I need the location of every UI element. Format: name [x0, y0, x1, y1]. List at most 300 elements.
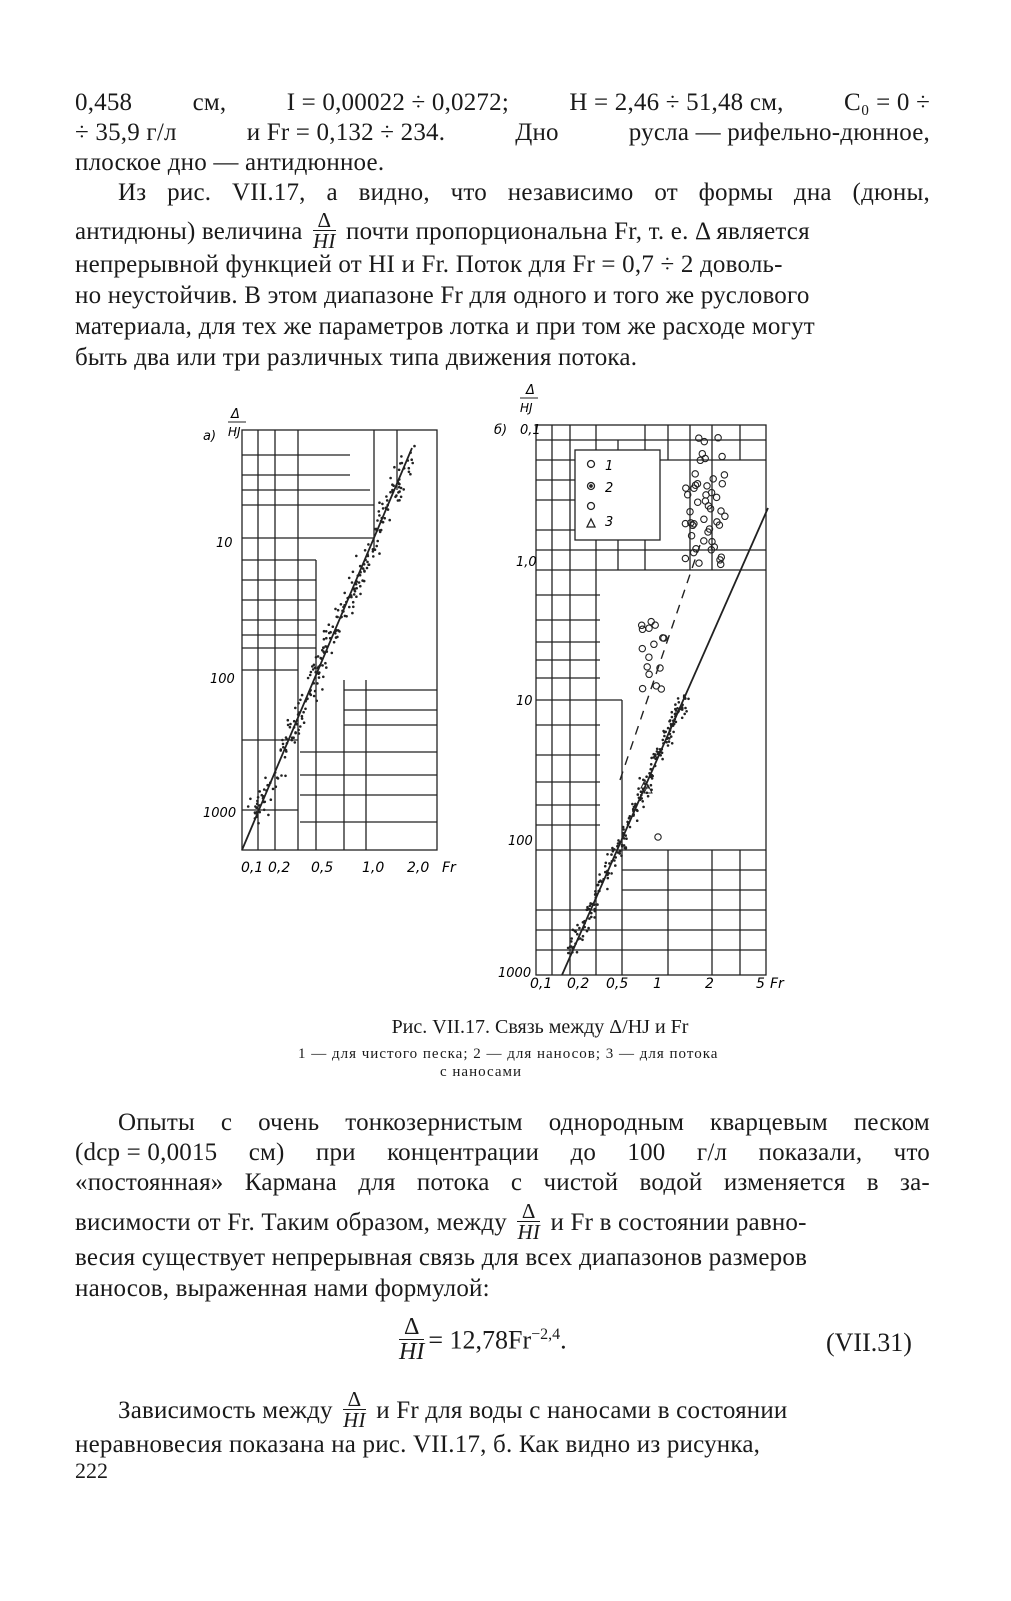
- chart-a-point: [353, 587, 356, 590]
- chart-b-point: [598, 873, 601, 876]
- chart-b-xtick: 0,1: [530, 976, 553, 992]
- chart-b-point: [672, 731, 675, 734]
- chart-b-point: [665, 741, 668, 744]
- chart-a-point: [366, 561, 369, 564]
- chart-b-point: [641, 800, 644, 803]
- chart-a-point: [282, 743, 285, 746]
- text: изменяется: [723, 1169, 846, 1196]
- chart-a-point: [294, 741, 297, 744]
- chart-b-open-point: [699, 451, 705, 457]
- para2-line5: материала, для тех же параметров лотка и при том же расходе могут: [75, 313, 815, 340]
- chart-b-legend-2: 2: [605, 481, 614, 496]
- chart-b-point: [587, 927, 590, 930]
- text: чистой: [543, 1169, 619, 1196]
- chart-b-point: [667, 727, 670, 730]
- chart-a-point: [342, 606, 345, 609]
- chart-b-point: [671, 711, 674, 714]
- chart-b-point: [600, 880, 603, 883]
- chart-a-point: [359, 593, 362, 596]
- chart-b-point: [670, 735, 673, 738]
- chart-a-xtick: 0,1: [241, 860, 264, 876]
- chart-a-point: [293, 720, 296, 723]
- chart-a-point: [389, 477, 392, 480]
- chart-a-point: [409, 451, 412, 454]
- text: потока: [416, 1169, 490, 1196]
- chart-b-point: [651, 768, 654, 771]
- chart-b-open-point: [655, 834, 661, 840]
- para4-line1: [118, 1387, 930, 1433]
- chart-b-point: [620, 855, 623, 858]
- chart-a-point: [326, 650, 329, 653]
- chart-a-point: [408, 471, 411, 474]
- chart-a-point: [378, 552, 381, 555]
- text: в: [866, 1169, 879, 1196]
- chart-b-point: [618, 852, 621, 855]
- chart-b-open-point: [646, 654, 652, 660]
- chart-a-point: [324, 645, 327, 648]
- chart-b-point: [631, 803, 634, 806]
- chart-a-ytick-1000: 1000: [203, 806, 237, 821]
- chart-a-point: [317, 665, 320, 668]
- chart-b-point: [629, 815, 632, 818]
- equation-vii-31: [395, 1314, 567, 1367]
- chart-b-point: [577, 938, 580, 941]
- chart-a-point: [255, 815, 258, 818]
- chart-b-point: [684, 697, 687, 700]
- chart-b-point: [589, 902, 592, 905]
- chart-b-point: [662, 739, 665, 742]
- chart-a-point: [299, 725, 302, 728]
- chart-b-point: [617, 842, 620, 845]
- chart-b-point: [619, 850, 622, 853]
- chart-b: [536, 425, 768, 975]
- chart-b-point: [661, 748, 664, 751]
- chart-b-point: [667, 744, 670, 747]
- text: H = 2,46 ÷ 51,48 см,: [569, 89, 784, 116]
- chart-a-point: [318, 676, 321, 679]
- chart-b-point: [595, 896, 598, 899]
- chart-a-point: [311, 665, 314, 668]
- chart-b-point: [654, 765, 657, 768]
- frac-num: Δ: [517, 1201, 540, 1222]
- chart-a-point: [362, 567, 365, 570]
- para1-line3: плоское дно — антидюнное.: [75, 149, 385, 176]
- chart-b-legend-3: 3: [605, 515, 614, 530]
- chart-a-point: [284, 756, 287, 759]
- chart-b-point: [590, 912, 593, 915]
- chart-a-point: [382, 521, 385, 524]
- chart-a-xname: Fr: [442, 860, 456, 876]
- chart-a-point: [372, 548, 375, 551]
- chart-a-point: [285, 736, 288, 739]
- chart-b-point: [650, 763, 653, 766]
- chart-a-point: [258, 811, 261, 814]
- text: Из: [118, 179, 147, 206]
- chart-a-point: [310, 694, 313, 697]
- chart-b-open-point: [644, 664, 650, 670]
- chart-b-open-point: [692, 471, 698, 477]
- chart-b-point: [675, 712, 678, 715]
- chart-b-point: [613, 859, 616, 862]
- chart-a-point: [254, 812, 257, 815]
- chart-a-point: [264, 801, 267, 804]
- chart-b-point: [570, 937, 573, 940]
- chart-b-point: [684, 707, 687, 710]
- chart-b-open-point: [652, 622, 658, 628]
- chart-b-open-point: [718, 561, 724, 567]
- equation-rhs: = 12,78Fr: [428, 1325, 532, 1355]
- chart-a-point: [331, 652, 334, 655]
- chart-a-point: [367, 563, 370, 566]
- para2-line6: быть два или три различных типа движения потока.: [75, 344, 638, 371]
- chart-b-point: [594, 910, 597, 913]
- chart-b-point: [632, 810, 635, 813]
- chart-b-point: [678, 701, 681, 704]
- chart-b-point: [604, 865, 607, 868]
- chart-a-point: [379, 531, 382, 534]
- chart-a-point: [302, 711, 305, 714]
- chart-b-point: [614, 856, 617, 859]
- equation-exponent: −2,4: [531, 1325, 561, 1343]
- text: и Fr = 0,132 ÷ 234.: [246, 119, 446, 146]
- chart-b-point: [659, 754, 662, 757]
- chart-b-point: [610, 872, 613, 875]
- chart-a-point: [301, 694, 304, 697]
- chart-a-point: [398, 486, 401, 489]
- chart-a-point: [345, 615, 348, 618]
- chart-a-point: [247, 805, 250, 808]
- chart-b-point: [681, 704, 684, 707]
- chart-a-point: [328, 623, 331, 626]
- chart-b-point: [626, 821, 629, 824]
- para3-line1: [118, 1108, 930, 1138]
- chart-a-point: [364, 549, 367, 552]
- chart-a-point: [322, 676, 325, 679]
- chart-b-label: б): [494, 423, 508, 438]
- text: что: [450, 179, 487, 206]
- chart-a-point: [358, 581, 361, 584]
- chart-b-point: [679, 708, 682, 711]
- chart-b-point: [674, 708, 677, 711]
- chart-a-ylabel-num: Δ: [231, 407, 240, 422]
- text: для: [358, 1169, 396, 1196]
- chart-b-open-point: [719, 453, 725, 459]
- chart-b-point: [570, 940, 573, 943]
- chart-b-xtick: 1: [653, 976, 662, 992]
- chart-a-point: [317, 672, 320, 675]
- chart-b-point: [674, 715, 677, 718]
- chart-a-point: [314, 671, 317, 674]
- chart-b-ytick: 0,1: [520, 423, 541, 438]
- text: и Fr для воды с наносами в состоянии: [376, 1397, 788, 1425]
- chart-b-point: [662, 742, 665, 745]
- chart-b-ylabel-num: Δ: [526, 383, 535, 398]
- text: г/л: [696, 1139, 728, 1166]
- chart-a-point: [403, 467, 406, 470]
- chart-a-point: [355, 555, 358, 558]
- chart-a-point: [297, 729, 300, 732]
- chart-a-point: [267, 814, 270, 817]
- chart-a-point: [291, 736, 294, 739]
- chart-b-open-point: [710, 476, 716, 482]
- para3-line2: [75, 1138, 930, 1168]
- chart-b-point: [673, 720, 676, 723]
- chart-a-point: [310, 671, 313, 674]
- chart-a-xtick: 0,5: [311, 860, 334, 876]
- chart-a-point: [332, 625, 335, 628]
- equation-number: (VII.31): [826, 1328, 912, 1357]
- chart-a-point: [291, 739, 294, 742]
- chart-a-point: [411, 462, 414, 465]
- chart-b-open-point: [694, 481, 700, 487]
- chart-a-point: [363, 580, 366, 583]
- chart-a-point: [329, 637, 332, 640]
- chart-b-open-point: [719, 481, 725, 487]
- chart-b-point: [594, 890, 597, 893]
- chart-a-xtick: 0,2: [268, 860, 291, 876]
- chart-a-point: [381, 517, 384, 520]
- chart-a-point: [249, 798, 252, 801]
- text: очень: [258, 1109, 320, 1136]
- text: русла — рифельно-дюнное,: [628, 119, 930, 146]
- chart-a-point: [304, 708, 307, 711]
- chart-a-point: [320, 657, 323, 660]
- chart-b-point: [578, 927, 581, 930]
- text: и Fr в состоянии равно-: [550, 1209, 807, 1237]
- chart-b-ytick: 100: [508, 834, 533, 849]
- text: с: [510, 1169, 523, 1196]
- chart-b-open-point: [721, 472, 727, 478]
- chart-a-point: [352, 571, 355, 574]
- equation-end: .: [560, 1325, 567, 1355]
- chart-b-point: [574, 942, 577, 945]
- chart-b-ytick: 10: [516, 694, 533, 709]
- frac-num: Δ: [399, 1315, 424, 1340]
- frac-den: HI: [313, 229, 336, 253]
- chart-b-point: [625, 846, 628, 849]
- equation-fraction: [399, 1315, 424, 1364]
- text: (dср = 0,0015: [75, 1139, 218, 1166]
- chart-a-point: [372, 555, 375, 558]
- chart-b-point: [681, 717, 684, 720]
- chart-a-point: [258, 804, 261, 807]
- text: Зависимость между: [118, 1397, 333, 1425]
- chart-b-point: [585, 909, 588, 912]
- chart-a-point: [355, 580, 358, 583]
- chart-a-point: [378, 514, 381, 517]
- chart-a-point: [367, 555, 370, 558]
- chart-b-point: [583, 920, 586, 923]
- chart-a-point: [376, 540, 379, 543]
- chart-b-open-point: [639, 685, 645, 691]
- chart-a-point: [351, 581, 354, 584]
- para3-line4: [75, 1199, 930, 1245]
- page-number: 222: [75, 1458, 108, 1483]
- chart-b-point: [567, 952, 570, 955]
- text: рис.: [167, 179, 212, 206]
- chart-a-point: [315, 700, 318, 703]
- chart-b-point: [659, 750, 662, 753]
- chart-a-point: [374, 528, 377, 531]
- chart-b-point: [663, 735, 666, 738]
- text: Опыты: [118, 1109, 195, 1136]
- chart-a-point: [286, 742, 289, 745]
- chart-a-point: [334, 608, 337, 611]
- chart-b-point: [586, 906, 589, 909]
- chart-a-point: [333, 631, 336, 634]
- chart-a-point: [354, 590, 357, 593]
- chart-a-point: [393, 466, 396, 469]
- chart-b-point: [589, 905, 592, 908]
- text: (дюны,: [852, 179, 930, 206]
- chart-a-point: [270, 798, 273, 801]
- chart-a-point: [398, 478, 401, 481]
- chart-b-point: [612, 850, 615, 853]
- para2-line2: [75, 208, 930, 254]
- chart-b-point: [634, 803, 637, 806]
- figure-caption: Рис. VII.17. Связь между Δ/HJ и Fr: [391, 1016, 689, 1038]
- chart-b-point: [683, 694, 686, 697]
- chart-a-point: [314, 690, 317, 693]
- chart-a-point: [363, 570, 366, 573]
- chart-a-point: [355, 595, 358, 598]
- chart-b-point: [582, 928, 585, 931]
- chart-a-point: [297, 702, 300, 705]
- chart-a-point: [298, 732, 301, 735]
- chart-a-point: [359, 574, 362, 577]
- chart-a-point: [397, 491, 400, 494]
- chart-a-point: [364, 559, 367, 562]
- text: ÷ 35,9 г/л: [75, 119, 177, 146]
- chart-b-point: [668, 720, 671, 723]
- chart-b-point: [636, 819, 639, 822]
- chart-b-point: [673, 723, 676, 726]
- chart-a-point: [353, 593, 356, 596]
- chart-b-point: [569, 945, 572, 948]
- chart-b-point: [607, 872, 610, 875]
- chart-a-ytick-100: 100: [210, 672, 235, 687]
- para2-line3: непрерывной функцией от HI и Fr. Поток для Fr = 0,7 ÷ 2 доволь-: [75, 251, 783, 278]
- text: C₀ = 0 ÷: [843, 89, 930, 116]
- chart-a-ylabel-den: HJ: [228, 425, 241, 439]
- chart-b-point: [656, 748, 659, 751]
- chart-b-point: [611, 860, 614, 863]
- chart-a-point: [313, 695, 316, 698]
- chart-a-point: [301, 715, 304, 718]
- text: показали,: [758, 1139, 863, 1166]
- chart-b-point: [605, 862, 608, 865]
- chart-b-point: [640, 790, 643, 793]
- chart-a-point: [366, 567, 369, 570]
- chart-a-point: [293, 726, 296, 729]
- chart-b-ytick: 1000: [498, 966, 532, 981]
- chart-b-point: [608, 862, 611, 865]
- chart-a-point: [272, 788, 275, 791]
- chart-a-point: [328, 632, 331, 635]
- text: от: [654, 179, 678, 206]
- chart-a-point: [303, 721, 306, 724]
- chart-a-point: [398, 469, 401, 472]
- para1-line2: [75, 118, 930, 148]
- chart-a-point: [343, 592, 346, 595]
- chart-a-point: [342, 610, 345, 613]
- chart-b-legend-1: 1: [605, 459, 614, 474]
- chart-a-point: [400, 455, 403, 458]
- para3-line3: [75, 1168, 930, 1198]
- chart-a-point: [410, 458, 413, 461]
- chart-a-point: [322, 646, 325, 649]
- chart-a-point: [325, 637, 328, 640]
- chart-a-point: [388, 519, 391, 522]
- chart-a-point: [309, 674, 312, 677]
- figure-legend-line2: с наносами: [440, 1064, 523, 1080]
- chart-b-xtick: 2: [705, 976, 714, 992]
- chart-b-point: [681, 708, 684, 711]
- chart-a-point: [263, 788, 266, 791]
- chart-a-point: [262, 797, 265, 800]
- chart-b-point: [636, 809, 639, 812]
- chart-a-point: [304, 700, 307, 703]
- chart-b-point: [576, 924, 579, 927]
- chart-b-point: [666, 737, 669, 740]
- chart-b-point: [671, 716, 674, 719]
- chart-b-point: [581, 939, 584, 942]
- text: видно,: [358, 179, 430, 206]
- chart-b-point: [573, 929, 576, 932]
- chart-a-point: [313, 682, 316, 685]
- chart-b-point: [594, 893, 597, 896]
- chart-b-point: [683, 713, 686, 716]
- chart-b-point: [676, 707, 679, 710]
- text: за-: [900, 1169, 930, 1196]
- figure-legend-line1: 1 — для чистого песка; 2 — для наносов; 3 — для потока: [298, 1046, 719, 1062]
- chart-a-point: [402, 488, 405, 491]
- chart-a-point: [359, 585, 362, 588]
- para2-line1: [118, 178, 930, 208]
- chart-b-point: [593, 903, 596, 906]
- chart-a-point: [287, 724, 290, 727]
- chart-a-point: [282, 746, 285, 749]
- chart-b-point: [669, 727, 672, 730]
- chart-b-open-point: [651, 641, 657, 647]
- chart-b-xtick: 0,2: [567, 976, 590, 992]
- chart-a-point: [256, 800, 259, 803]
- chart-a-point: [352, 606, 355, 609]
- chart-b-point: [637, 787, 640, 790]
- chart-b-dashed-line: [620, 545, 700, 780]
- chart-b-point: [668, 740, 671, 743]
- chart-a-point: [289, 723, 292, 726]
- chart-b-point: [625, 837, 628, 840]
- chart-b-point: [645, 775, 648, 778]
- chart-a-point: [352, 601, 355, 604]
- text: концентрации: [387, 1139, 540, 1166]
- text: а: [326, 179, 338, 206]
- chart-b-xtick: 0,5: [606, 976, 629, 992]
- chart-a-point: [265, 789, 268, 792]
- chart-a-point: [298, 711, 301, 714]
- chart-a-point: [280, 774, 283, 777]
- chart-a-point: [351, 612, 354, 615]
- chart-b-open-point: [639, 626, 645, 632]
- text: независимо: [507, 179, 634, 206]
- text: с: [220, 1109, 233, 1136]
- para2-line4: но неустойчив. В этом диапазоне Fr для одного и того же руслового: [75, 282, 810, 309]
- chart-b-point: [573, 946, 576, 949]
- chart-a-point: [348, 606, 351, 609]
- chart-a-point: [337, 609, 340, 612]
- chart-a-point: [269, 781, 272, 784]
